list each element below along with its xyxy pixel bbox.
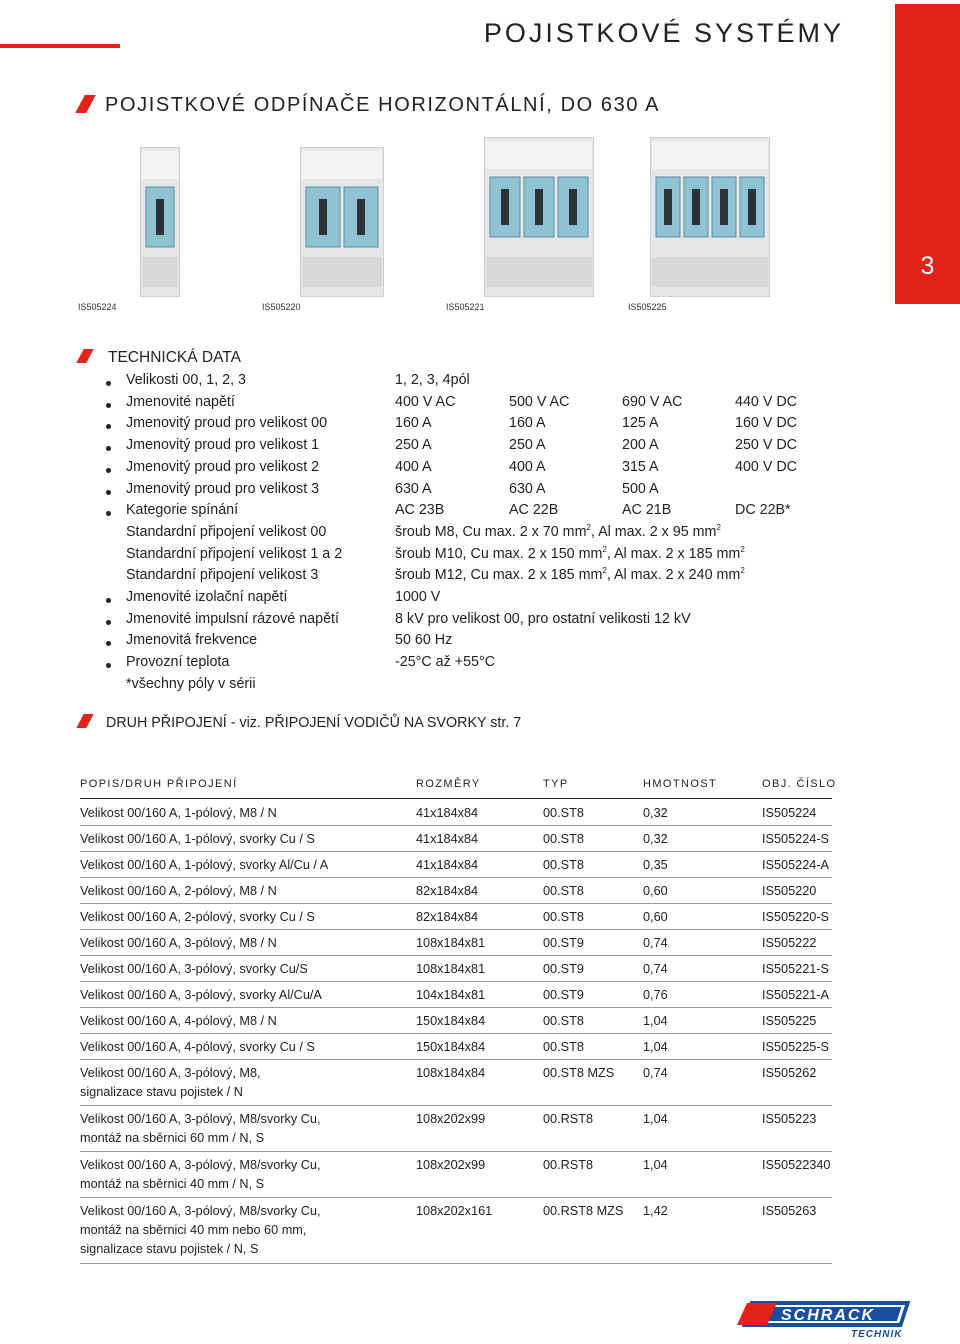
row-type: 00.ST9	[543, 988, 584, 1002]
column-header: OBJ. ČÍSLO	[762, 778, 837, 790]
tech-value: 1000 V	[395, 589, 441, 605]
row-type: 00.ST8	[543, 1040, 584, 1054]
product-image	[300, 147, 384, 297]
tech-label: Provozní teplota	[126, 654, 230, 671]
tech-value: 1, 2, 3, 4pól	[395, 372, 470, 388]
row-type: 00.ST8 MZS	[543, 1066, 615, 1080]
row-dimensions: 41x184x84	[416, 832, 479, 846]
tech-label: Jmenovitý proud pro velikost 2	[126, 458, 320, 475]
row-order-number: IS505221-S	[762, 962, 830, 976]
row-dimensions: 108x202x99	[416, 1158, 486, 1172]
table-row	[80, 1106, 832, 1152]
table-row	[80, 1060, 832, 1106]
tech-value: 125 A	[622, 415, 659, 432]
row-type: 00.ST8	[543, 858, 584, 872]
tech-row	[0, 524, 900, 546]
tech-value: 50 60 Hz	[395, 632, 453, 649]
description-line: Velikost 00/160 A, 2-pólový, M8 / N	[80, 884, 277, 898]
row-dimensions: 108x184x84	[416, 1066, 486, 1080]
description-line: Velikost 00/160 A, 3-pólový, M8 / N	[80, 936, 277, 950]
row-type: 00.ST8	[543, 1014, 584, 1028]
schrack-logo	[733, 1299, 933, 1344]
table-row	[80, 1008, 832, 1034]
row-type: 00.ST8	[543, 910, 584, 924]
tech-value: šroub M12, Cu max. 2 x 185 $mm^2$, Al max. 2 x 240 $mm^2$	[395, 566, 745, 584]
column-header: POPIS/DRUH PŘIPOJENÍ	[80, 778, 238, 790]
tech-value: -25°C až +55°C	[395, 654, 496, 671]
slash-marker-icon	[75, 95, 96, 113]
tech-label: Jmenovitý proud pro velikost 1	[126, 437, 320, 454]
tech-row	[0, 415, 900, 437]
row-type: 00.ST8	[543, 832, 584, 846]
tech-row	[0, 567, 900, 589]
row-order-number: IS505262	[762, 1066, 817, 1080]
tech-value: 160 V DC	[735, 415, 797, 432]
column-header: ROZMĚRY	[416, 778, 481, 790]
row-dimensions: 104x184x81	[416, 988, 486, 1002]
row-description	[80, 882, 400, 901]
row-order-number: IS505220	[762, 884, 817, 898]
tech-row	[0, 437, 900, 459]
description-line: Velikost 00/160 A, 3-pólový, M8/svorky Cu,	[80, 1158, 321, 1172]
product-image	[650, 137, 770, 297]
bullet-icon	[106, 598, 111, 603]
column-header: HMOTNOST	[643, 778, 718, 790]
description-line: signalizace stavu pojistek / N	[80, 1085, 243, 1099]
superscript: 2	[602, 544, 607, 554]
row-dimensions: 150x184x84	[416, 1014, 486, 1028]
logo-brand: SCHRACK	[781, 1307, 875, 1324]
description-line: Velikost 00/160 A, 3-pólový, M8/svorky Cu,	[80, 1112, 321, 1126]
superscript: 2	[740, 544, 745, 554]
tech-label: Velikosti 00, 1, 2, 3	[126, 372, 247, 388]
row-weight: 1,04	[643, 1040, 668, 1054]
product-code: IS505221	[446, 302, 485, 312]
tech-value: 630 A	[509, 480, 546, 497]
row-description	[80, 960, 400, 979]
chapter-number: 3	[920, 252, 935, 280]
tech-value: šroub M8, Cu max. 2 x 70 $mm^2$, Al max. 2 x 95 $mm^2$	[395, 522, 721, 540]
tech-row	[0, 676, 900, 698]
table-row	[80, 982, 832, 1008]
bullet-icon	[106, 446, 111, 451]
tech-value: 690 V AC	[622, 393, 683, 410]
slash-marker-icon	[76, 349, 93, 363]
tech-value: 160 A	[395, 415, 432, 432]
logo-sub: TECHNIK	[851, 1329, 903, 1339]
row-type: 00.RST8	[543, 1158, 594, 1172]
row-weight: 0,74	[643, 936, 668, 950]
row-order-number: IS505223	[762, 1112, 817, 1126]
tech-row	[0, 481, 900, 503]
table-row	[80, 904, 832, 930]
table-row	[80, 800, 832, 826]
row-weight: 0,32	[643, 832, 668, 846]
row-order-number: IS505225	[762, 1014, 817, 1028]
tech-value: 500 A	[622, 480, 659, 497]
row-weight: 0,60	[643, 884, 668, 898]
tech-value: 400 V AC	[395, 393, 456, 410]
description-line: Velikost 00/160 A, 1-pólový, M8 / N	[80, 806, 277, 820]
table-row	[80, 878, 832, 904]
row-weight: 0,74	[643, 962, 668, 976]
bullet-icon	[106, 620, 111, 625]
row-description	[80, 1012, 400, 1031]
row-dimensions: 108x202x161	[416, 1204, 493, 1218]
row-dimensions: 41x184x84	[416, 858, 479, 872]
row-dimensions: 41x184x84	[416, 806, 479, 820]
bullet-icon	[106, 511, 111, 516]
tech-value: 250 V DC	[735, 437, 797, 454]
tech-row	[0, 459, 900, 481]
table-row	[80, 1152, 832, 1198]
table-row	[80, 1198, 832, 1264]
tech-label: Jmenovité impulsní rázové napětí	[126, 610, 339, 627]
bullet-icon	[106, 424, 111, 429]
table-header-rule	[80, 798, 832, 799]
row-order-number: IS505224-A	[762, 858, 830, 872]
row-order-number: IS505221-A	[762, 988, 830, 1002]
row-type: 00.ST9	[543, 936, 584, 950]
section-title	[80, 94, 660, 117]
superscript: 2	[586, 522, 591, 532]
slash-marker-icon	[76, 714, 93, 728]
tech-value: 315 A	[622, 458, 659, 475]
table-row	[80, 956, 832, 982]
header-accent-rule	[0, 44, 120, 48]
description-line: montáž na sběrnici 60 mm / N, S	[80, 1131, 265, 1145]
tech-row	[0, 372, 900, 394]
tech-data-heading	[80, 349, 241, 367]
column-header: TYP	[543, 778, 569, 790]
tech-value: 400 A	[509, 458, 546, 475]
description-line: Velikost 00/160 A, 1-pólový, svorky Cu / S	[80, 832, 315, 846]
description-line: Velikost 00/160 A, 3-pólový, svorky Cu/S	[80, 962, 308, 976]
row-weight: 0,76	[643, 988, 668, 1002]
page-title: POJISTKOVÉ SYSTÉMY	[483, 18, 844, 48]
tech-row	[0, 632, 900, 654]
row-description	[80, 1064, 400, 1102]
tech-data-heading-text: TECHNICKÁ DATA	[108, 349, 241, 366]
row-weight: 1,42	[643, 1204, 668, 1218]
row-description	[80, 1156, 400, 1194]
tech-value: šroub M10, Cu max. 2 x 150 $mm^2$, Al max. 2 x 185 $mm^2$	[395, 544, 745, 562]
row-order-number: IS505220-S	[762, 910, 830, 924]
row-order-number: IS505225-S	[762, 1040, 830, 1054]
row-dimensions: 108x184x81	[416, 962, 486, 976]
row-dimensions: 82x184x84	[416, 884, 479, 898]
row-type: 00.ST8	[543, 884, 584, 898]
tech-row	[0, 654, 900, 676]
product-code: IS505225	[628, 302, 667, 312]
tech-row	[0, 546, 900, 568]
row-order-number: IS505224-S	[762, 832, 830, 846]
description-line: Velikost 00/160 A, 1-pólový, svorky Al/Cu / A	[80, 858, 329, 872]
product-code: IS505224	[78, 302, 117, 312]
tech-value: DC 22B*	[735, 502, 791, 519]
tech-row	[0, 502, 900, 524]
row-weight: 1,04	[643, 1112, 668, 1126]
row-order-number: IS505224	[762, 806, 817, 820]
table-row	[80, 826, 832, 852]
tech-value: 250 A	[509, 437, 546, 454]
row-weight: 0,60	[643, 910, 668, 924]
tech-row	[0, 589, 900, 611]
tech-label: Standardní připojení velikost 1 a 2	[126, 545, 343, 562]
row-description	[80, 1110, 400, 1148]
row-weight: 0,35	[643, 858, 668, 872]
row-type: 00.ST8	[543, 806, 584, 820]
section-title-text: POJISTKOVÉ ODPÍNAČE HORIZONTÁLNÍ, DO 630 A	[105, 94, 661, 116]
description-line: montáž na sběrnici 40 mm / N, S	[80, 1177, 265, 1191]
tech-label: Kategorie spínání	[126, 502, 239, 519]
tech-value: 500 V AC	[509, 393, 570, 410]
superscript: 2	[602, 566, 607, 576]
description-line: Velikost 00/160 A, 3-pólový, svorky Al/Cu/A	[80, 988, 322, 1002]
row-order-number: IS50522340	[762, 1158, 831, 1172]
tech-value: 400 V DC	[735, 458, 797, 475]
row-type: 00.ST9	[543, 962, 584, 976]
tech-value: AC 23B	[395, 502, 445, 519]
tech-label: Jmenovitý proud pro velikost 3	[126, 480, 320, 497]
bullet-icon	[106, 403, 111, 408]
tech-value: 400 A	[395, 458, 432, 475]
row-description	[80, 908, 400, 927]
tech-label: Jmenovité izolační napětí	[126, 589, 288, 605]
table-row	[80, 930, 832, 956]
row-weight: 1,04	[643, 1014, 668, 1028]
tech-value: 630 A	[395, 480, 432, 497]
description-line: Velikost 00/160 A, 3-pólový, M8/svorky Cu,	[80, 1204, 321, 1218]
row-order-number: IS505222	[762, 936, 817, 950]
row-description	[80, 856, 400, 875]
description-line: montáž na sběrnici 40 mm nebo 60 mm,	[80, 1223, 307, 1237]
row-weight: 1,04	[643, 1158, 668, 1172]
description-line: signalizace stavu pojistek / N, S	[80, 1242, 259, 1256]
tech-value: 440 V DC	[735, 393, 797, 410]
tech-value: 200 A	[622, 437, 659, 454]
bullet-icon	[106, 381, 111, 386]
product-image	[484, 137, 594, 297]
row-type: 00.RST8 MZS	[543, 1204, 624, 1218]
row-description	[80, 830, 400, 849]
row-weight: 0,74	[643, 1066, 668, 1080]
row-description	[80, 934, 400, 953]
tech-value: AC 22B	[509, 502, 559, 519]
row-dimensions: 108x184x81	[416, 936, 486, 950]
row-dimensions: 82x184x84	[416, 910, 479, 924]
table-row	[80, 1034, 832, 1060]
description-line: Velikost 00/160 A, 2-pólový, svorky Cu / S	[80, 910, 315, 924]
chapter-tab	[895, 4, 960, 304]
bullet-icon	[106, 490, 111, 495]
connection-heading-text: DRUH PŘIPOJENÍ - viz. PŘIPOJENÍ VODIČŮ NA SVORKY str. 7	[106, 715, 522, 731]
connection-heading	[80, 714, 521, 731]
row-description	[80, 1038, 400, 1057]
tech-value: 250 A	[395, 437, 432, 454]
tech-value: 8 kV pro velikost 00, pro ostatní velikosti 12 kV	[395, 610, 691, 627]
row-dimensions: 108x202x99	[416, 1112, 486, 1126]
superscript: 2	[716, 522, 721, 532]
tech-row	[0, 394, 900, 416]
tech-value: AC 21B	[622, 502, 672, 519]
tech-label: Jmenovitý proud pro velikost 00	[126, 415, 328, 432]
row-type: 00.RST8	[543, 1112, 594, 1126]
bullet-icon	[106, 468, 111, 473]
bullet-icon	[106, 663, 111, 668]
row-weight: 0,32	[643, 806, 668, 820]
bullet-icon	[106, 641, 111, 646]
tech-label: Standardní připojení velikost 00	[126, 523, 327, 540]
row-dimensions: 150x184x84	[416, 1040, 486, 1054]
description-line: Velikost 00/160 A, 3-pólový, M8,	[80, 1066, 261, 1080]
tech-value: 160 A	[509, 415, 546, 432]
tech-row	[0, 611, 900, 633]
table-row	[80, 852, 832, 878]
tech-label: Jmenovité napětí	[126, 393, 235, 410]
row-order-number: IS505263	[762, 1204, 817, 1218]
tech-label: *všechny póly v sérii	[126, 675, 256, 692]
tech-label: Jmenovitá frekvence	[126, 632, 258, 649]
product-code: IS505220	[262, 302, 301, 312]
description-line: Velikost 00/160 A, 4-pólový, svorky Cu / S	[80, 1040, 315, 1054]
superscript: 2	[740, 566, 745, 576]
description-line: Velikost 00/160 A, 4-pólový, M8 / N	[80, 1014, 277, 1028]
product-image	[140, 147, 180, 297]
row-description	[80, 804, 400, 823]
tech-label: Standardní připojení velikost 3	[126, 567, 319, 584]
row-description	[80, 986, 400, 1005]
row-description	[80, 1202, 400, 1259]
